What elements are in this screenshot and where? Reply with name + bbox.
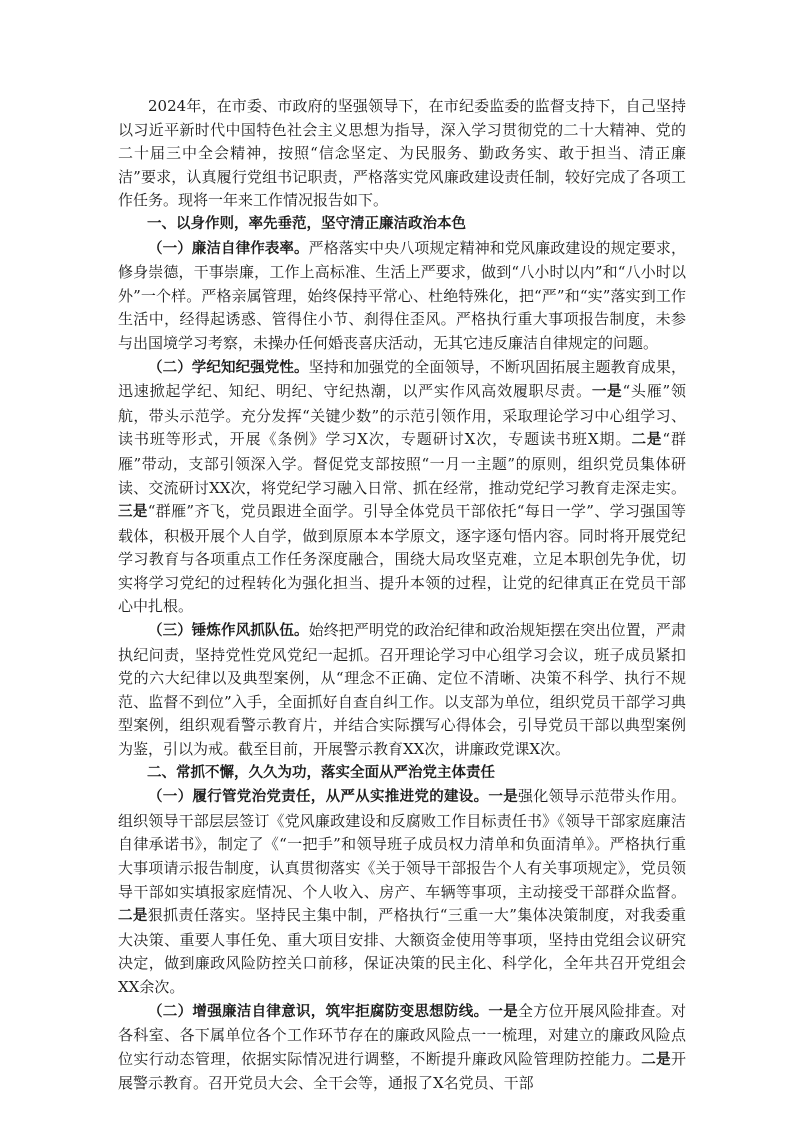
section2-p1-text-a: 强化领导示范带头作用。组织领导干部层层签订《党风廉政建设和反腐败工作目标责任书》《领导干部家庭廉洁自律承诺书》，制定了《“一把手”和领导班子成员权力清单和负面清单》。严格执行重大事项请示报告制度，认真贯彻落实《关于领导干部报告个人有关事项规定》，党员领导干部如实填报家庭情况、个人收入、房产、车辆等事项，主动接受干部群众监督。: [118, 787, 686, 901]
section1-p1-title: （一）廉洁自律作表率。: [148, 240, 309, 257]
section2-p1-text-b: 狠抓责任落实。坚持民主集中制，严格执行“三重一大”集体决策制度，对我委重大决策、重要人事任免、重大项目安排、大额资金使用等事项，坚持由党组会议研究决定，做到廉政风险防控关口前移，保证决策的民主化、科学化，全年共召开党组会XX余次。: [118, 906, 687, 996]
section1-p1-text: 严格落实中央八项规定精神和党风廉政建设的规定要求，修身崇德，干事崇廉，工作上高标准、生活上严要求，做到“八小时以内”和“八小时以外”一个样。严格亲属管理，始终保持平常心、杜绝特殊化，把“严”和“实”落实到工作生活中，经得起诱惑、管得住小节、刹得住歪风。严格执行重大事项报告制度，未参与出国境学习考察，未操办任何婚丧喜庆活动，无其它违反廉洁自律规定的问题。: [118, 238, 687, 352]
section1-p2-text-d: “群雁”齐飞，党员跟进全面学。引导全体党员干部依托“每日一学”、学习强国等载体，积极开展个人自学，做到原原本本学原文，逐字逐句悟内容。同时将开展党纪学习教育与各项重点工作任务深度融合，围绕大局攻坚克难，立足本职创先争优，切实将学习党纪的过程转化为强化担当、提升本领的过程，让党的纪律真正在党员干部心中扎根。: [118, 502, 686, 616]
section2-paragraph-1: [118, 785, 686, 999]
section1-p2-text-a: 坚持和加强党的全面领导，不断巩固拓展主题教育成果，迅速掀起学纪、知纪、明纪、守纪热潮，以严实作风高效履职尽责。: [118, 357, 687, 401]
section1-p3-text: 始终把严明党的政治纪律和政治规矩摆在突出位置，严肃执纪问责，坚持党性党风党纪一起抓。召开理论学习中心组学习会议，班子成员紧扣党的六大纪律以及典型案例，从“理念不正确、定位不清晰、决策不科学、执行不规范、监督不到位”入手，全面抓好自查自纠工作。以支部为单位，组织党员干部学习典型案例，组织观看警示教育片，并结合实际撰写心得体会，引导党员干部以典型案例为鉴，引以为戒。截至目前，开展警示教育XX次，讲廉政党课X次。: [118, 621, 687, 759]
section2-p1-marker-2: 二是: [118, 908, 148, 925]
section2-p1-title: （一）履行管党治党责任，从严从实推进党的建设。: [148, 789, 489, 806]
section1-p2-marker-2: 二是: [631, 432, 663, 449]
section2-p2-marker-2: 二是: [641, 1051, 671, 1068]
section1-p2-marker-3: 三是: [118, 504, 148, 521]
section1-p2-text-b: “头雁”领航，带头示范学。充分发挥“关键少数”的示范引领作用，采取理论学习中心组学习、读书班等形式，开展《条例》学习X次，专题研讨X次，专题读书班X期。: [118, 382, 686, 449]
section2-p2-text-a: 全方位开展风险排查。对各科室、各下属单位各个工作环节存在的廉政风险点一一梳理，对建立的廉政风险点位实行动态管理，依据实际情况进行调整，不断提升廉政风险管理防控能力。: [118, 1001, 686, 1068]
section1-p2-text-c: “群雁”带动，支部引领深入学。督促党支部按照“一月一主题”的原则，组织党员集体研读、交流研讨XX次，将党纪学习融入日常、抓在经常，推动党纪学习教育走深走实。: [118, 430, 686, 497]
section2-p1-marker-1: 一是: [488, 789, 518, 806]
section2-p2-title: （二）增强廉洁自律意识，筑牢拒腐防变思想防线。: [148, 1003, 489, 1020]
section2-p2-text-b: 开展警示教育。召开党员大会、全干会等，通报了X名党员、干部: [118, 1049, 686, 1093]
section1-paragraph-3: [118, 619, 686, 762]
section2-heading: 二、常抓不懈，久久为功，落实全面从严治党主体责任: [147, 764, 495, 781]
document-body: [118, 95, 686, 1096]
section2-paragraph-2: [118, 1000, 686, 1096]
section1-p3-title: （三）锤炼作风抓队伍。: [148, 623, 309, 640]
intro-paragraph: 2024年，在市委、市政府的坚强领导下，在市纪委监委的监督支持下，自己坚持以习近平新时代中国特色社会主义思想为指导，深入学习贯彻党的二十大精神、党的二十届三中全会精神，按照“信念坚定、为民服务、勤政务实、敢于担当、清正廉洁”要求，认真履行党组书记职责，严格落实党风廉政建设责任制，较好完成了各项工作任务。现将一年来工作情况报告如下。: [118, 97, 686, 210]
section1-p2-title: （二）学纪知纪强党性。: [148, 359, 309, 376]
section1-paragraph-1: [118, 237, 686, 356]
section1-heading: 一、以身作则，率先垂范，坚守清正廉洁政治本色: [147, 215, 466, 232]
section1-paragraph-2: [118, 356, 686, 620]
section2-p2-marker-1: 一是: [488, 1003, 518, 1020]
section1-p2-marker-1: 一是: [591, 384, 623, 401]
